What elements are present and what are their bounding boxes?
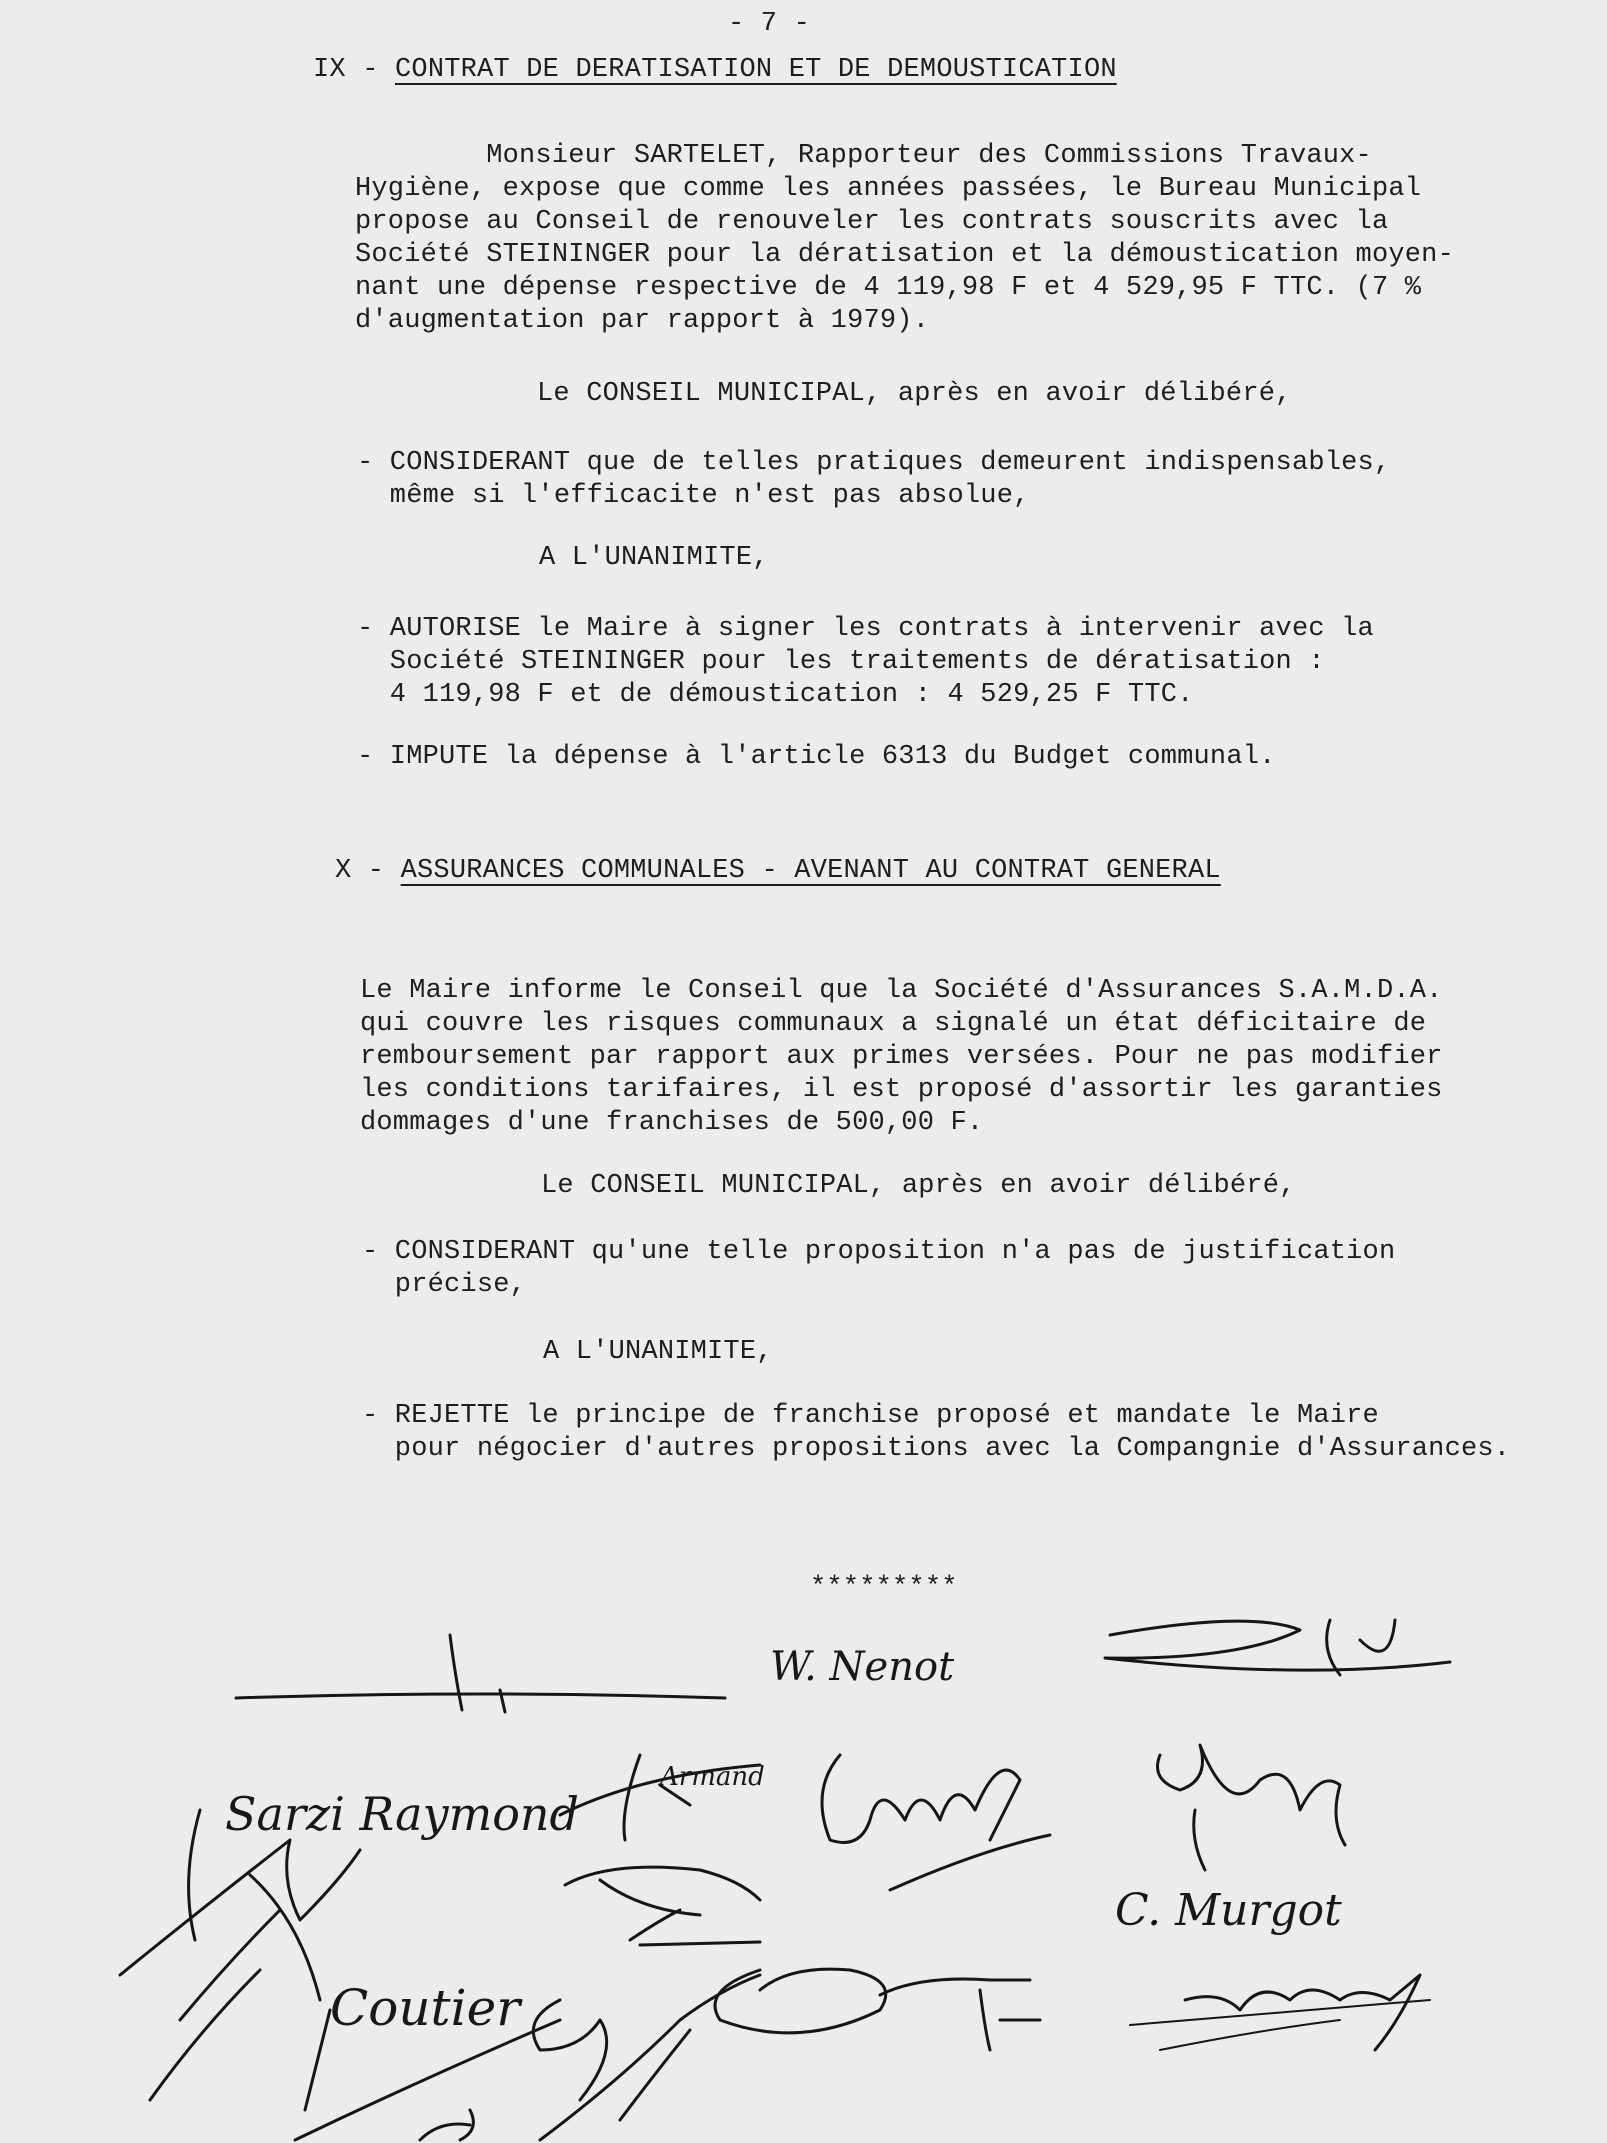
section-x-considerant [362, 1236, 1395, 1302]
section-x-heading [335, 855, 1221, 888]
section-ix-considerant [357, 447, 1390, 513]
section-ix-title: CONTRAT DE DERATISATION ET DE DEMOUSTICATION [395, 55, 1117, 85]
signature-11 [295, 1979, 560, 2140]
paragraph-line: d'augmentation par rapport à 1979). [355, 306, 930, 336]
paragraph-line: Société STEININGER pour la dératisation et la démoustication moyen- [355, 240, 1454, 270]
paragraph-line: Société STEININGER pour les traitements de dératisation : [357, 647, 1325, 677]
section-x-title: ASSURANCES COMMUNALES - AVENANT AU CONTRAT GENERAL [400, 856, 1221, 886]
paragraph-line: pour négocier d'autres propositions avec la Compangnie d'Assurances. [362, 1434, 1511, 1464]
section-x-council: Le CONSEIL MUNICIPAL, après en avoir délibéré, [541, 1171, 1296, 1201]
paragraph-line: dommages d'une franchises de 500,00 F. [360, 1108, 984, 1138]
section-ix-unanimite: A L'UNANIMITE, [539, 543, 769, 573]
paragraph-line: qui couvre les risques communaux a signalé un état déficitaire de [360, 1009, 1427, 1039]
section-x-intro [360, 975, 1443, 1140]
signature-6 [822, 1755, 1050, 1890]
section-x-unanimite: A L'UNANIMITE, [543, 1337, 773, 1367]
signatures-area [0, 1580, 1607, 2143]
signature-1 [236, 1635, 725, 1712]
signature-5 [560, 1755, 765, 1840]
section-ix-impute: - IMPUTE la dépense à l'article 6313 du Budget communal. [357, 742, 1276, 772]
section-x-number: X - [335, 856, 385, 886]
signature-9 [1115, 1885, 1342, 1936]
page-number: - 7 - [728, 9, 811, 39]
signature-2 [770, 1644, 955, 1690]
paragraph-line: - CONSIDERANT qu'une telle proposition n'a pas de justification [362, 1237, 1396, 1267]
paragraph-line: nant une dépense respective de 4 119,98 F et 4 529,95 F TTC. (7 % [355, 273, 1422, 303]
paragraph-line: propose au Conseil de renouveler les contrats souscrits avec la [355, 207, 1389, 237]
signature-name-murgot: C. Murgot [1115, 1885, 1342, 1936]
section-ix-council: Le CONSEIL MUNICIPAL, après en avoir délibéré, [537, 379, 1292, 409]
section-ix-number: IX - [313, 55, 379, 85]
signature-14 [1130, 1975, 1430, 2050]
section-ix-intro [355, 140, 1454, 338]
paragraph-line: - CONSIDERANT que de telles pratiques demeurent indispensables, [357, 448, 1391, 478]
signature-12 [715, 1969, 1040, 2050]
signature-name-sarzi: Sarzi Raymond [225, 1787, 579, 1841]
section-ix-heading [313, 54, 1117, 87]
signature-8 [120, 1840, 360, 2100]
paragraph-line: Monsieur SARTELET, Rapporteur des Commissions Travaux- [355, 141, 1372, 171]
signature-name-armand: Armand [660, 1762, 765, 1792]
paragraph-line: Le Maire informe le Conseil que la Société d'Assurances S.A.M.D.A. [360, 976, 1443, 1006]
signature-name-nenot: W. Nenot [770, 1644, 955, 1690]
section-ix-autorise [357, 613, 1374, 712]
section-x-rejette [362, 1400, 1510, 1466]
signature-10 [565, 1867, 760, 1945]
paragraph-line: les conditions tarifaires, il est proposé d'assortir les garanties [360, 1075, 1443, 1105]
signature-3 [1105, 1620, 1450, 1675]
paragraph-line: - AUTORISE le Maire à signer les contrats à intervenir avec la [357, 614, 1374, 644]
separator-stars: ********* [810, 1573, 958, 1603]
paragraph-line: - REJETTE le principe de franchise proposé et mandate le Maire [362, 1401, 1379, 1431]
signature-name-coutier: Coutier [330, 1979, 521, 2037]
paragraph-line: précise, [362, 1270, 527, 1300]
paragraph-line: même si l'efficacite n'est pas absolue, [357, 481, 1030, 511]
paragraph-line: remboursement par rapport aux primes versées. Pour ne pas modifier [360, 1042, 1443, 1072]
paragraph-line: 4 119,98 F et de démoustication : 4 529,25 F TTC. [357, 680, 1194, 710]
paragraph-line: Hygiène, expose que comme les années passées, le Bureau Municipal [355, 174, 1422, 204]
signature-7 [1158, 1745, 1346, 1870]
signature-4 [189, 1787, 579, 1940]
